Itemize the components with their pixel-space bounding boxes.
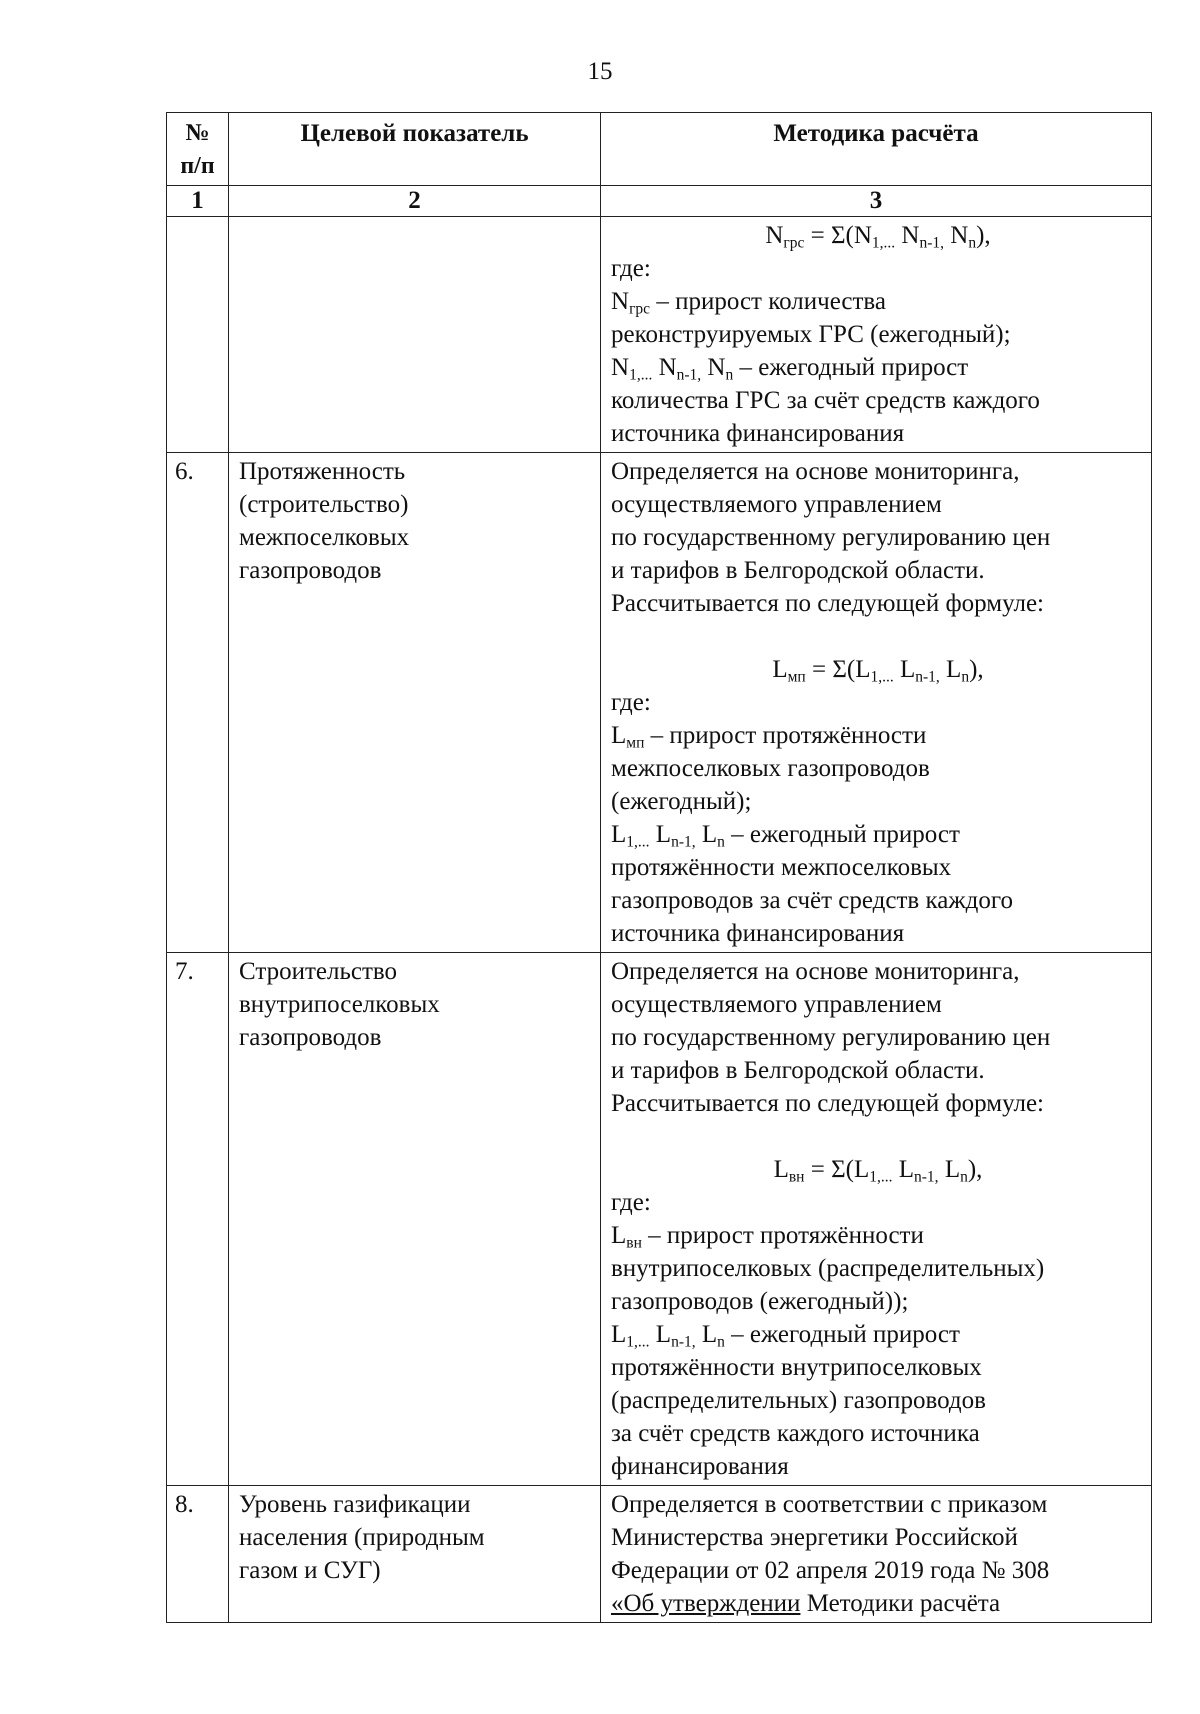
column-number: 3 xyxy=(601,186,1152,217)
row-number: 6. xyxy=(167,453,229,953)
definition: количества ГРС за счёт средств каждого xyxy=(611,387,1040,414)
indicator-table xyxy=(166,112,1152,1623)
row-number: 8. xyxy=(167,1486,229,1623)
header-number: № п/п xyxy=(167,113,229,186)
table-row xyxy=(167,217,1152,453)
row-indicator xyxy=(229,217,601,453)
table-row xyxy=(167,953,1152,1486)
header-indicator: Целевой показатель xyxy=(229,113,601,186)
row-method: Определяется на основе мониторинга, осуществляемого управлением по государственному регулированию цен и тарифов в Белгородской области. Рассчитывается по следующей формуле: $L_{вн} = \Sigma(L_{1,...}$ $L_{n-1,}$ $L_n$), где: $L_{вн}$ – прирост протяжённости внутрипоселковых (распределительных) газопроводов (ежегодный)); $L_{1,...}$ $L_{n-1,}$ $L_n$ – ежегодный прирост протяжённости внутрипоселковых (распределительных) газопроводов за счёт средств каждого источника финансирования xyxy=(601,953,1152,1486)
column-number: 1 xyxy=(167,186,229,217)
formula: $L_{вн} = \Sigma(L_{1,...}$ $L_{n-1,}$ $L_n$), xyxy=(773,1156,983,1186)
row-method: Определяется на основе мониторинга, осуществляемого управлением по государственному регулированию цен и тарифов в Белгородской области. Рассчитывается по следующей формуле: $L_{мп} = \Sigma(L_{1,...}$ $L_{n-1,}$ $L_n$), где: $L_{мп}$ – прирост протяжённости межпоселковых газопроводов (ежегодный); $L_{1,...}$ $L_{n-1,}$ $L_n$ – ежегодный прирост протяжённости межпоселковых газопроводов за счёт средств каждого источника финансирования xyxy=(601,453,1152,953)
where-label: где: xyxy=(611,1189,651,1216)
definition: $N_{1,...}$ $N_{n-1,}$ $N_n$ – ежегодный прирост xyxy=(611,354,969,384)
where-label: где: xyxy=(611,255,651,282)
row-method xyxy=(601,217,1152,453)
column-number: 2 xyxy=(229,186,601,217)
definition: источника финансирования xyxy=(611,420,905,447)
header-method: Методика расчёта xyxy=(601,113,1152,186)
page-number: 15 xyxy=(587,58,613,85)
formula: $N_{грс} = \Sigma(N_{1,...}$ $N_{n-1,}$ $N_n$), xyxy=(765,222,991,252)
where-label: где: xyxy=(611,689,651,716)
column-number-row xyxy=(167,186,1152,217)
table-row xyxy=(167,1486,1152,1623)
row-number xyxy=(167,217,229,453)
row-indicator: Уровень газификации населения (природным газом и СУГ) xyxy=(229,1486,601,1623)
formula: $L_{мп} = \Sigma(L_{1,...}$ $L_{n-1,}$ $L_n$), xyxy=(772,656,984,686)
table-header xyxy=(167,113,1152,186)
table-row xyxy=(167,453,1152,953)
row-method: Определяется в соответствии с приказом Министерства энергетики Российской Федерации от 02 апреля 2019 года № 308 «Об утверждении Методики расчёта xyxy=(601,1486,1152,1623)
row-number: 7. xyxy=(167,953,229,1486)
definition: $N_{грс}$ – прирост количества xyxy=(611,288,886,318)
row-indicator: Строительство внутрипоселковых газопроводов xyxy=(229,953,601,1486)
row-indicator: Протяженность (строительство) межпоселковых газопроводов xyxy=(229,453,601,953)
definition: реконструируемых ГРС (ежегодный); xyxy=(611,321,1011,348)
